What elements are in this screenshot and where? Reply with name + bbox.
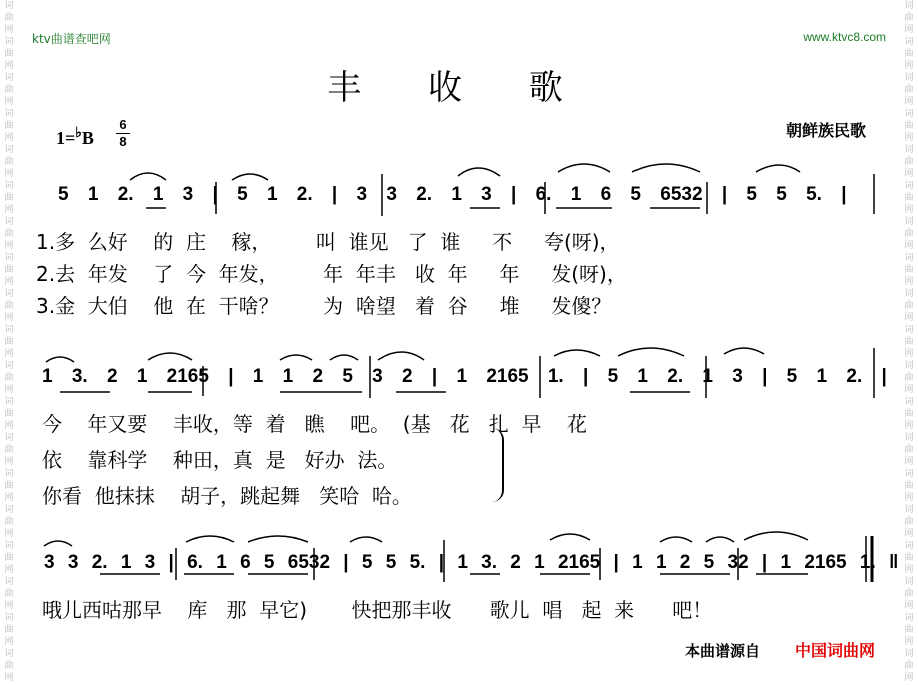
flat-sign: ♭ [75,126,82,141]
watermark-char: 词 [4,433,14,443]
watermark-char: 曲 [4,337,14,347]
watermark-char: 曲 [4,301,14,311]
watermark-char: 网 [904,493,914,503]
watermark-char: 词 [904,397,914,407]
watermark-char: 网 [4,421,14,431]
watermark-char: 网 [4,529,14,539]
watermark-char: 词 [4,181,14,191]
watermark-char: 词 [904,325,914,335]
watermark-char: 词 [904,613,914,623]
watermark-char: 曲 [904,445,914,455]
watermark-char: 曲 [4,625,14,635]
watermark-char: 曲 [904,13,914,23]
watermark-char: 曲 [4,157,14,167]
watermark-char: 网 [4,565,14,575]
watermark-char: 网 [904,277,914,287]
watermark-char: 词 [904,1,914,11]
watermark-char: 网 [4,97,14,107]
watermark-char: 词 [4,613,14,623]
watermark-char: 网 [4,169,14,179]
watermark-char: 词 [904,145,914,155]
site-name-left[interactable]: ktv曲谱查吧网 [32,32,111,46]
watermark-char: 词 [904,217,914,227]
watermark-char: 网 [4,493,14,503]
watermark-char: 词 [904,361,914,371]
meter-bottom: 8 [119,134,127,149]
watermark-char: 曲 [4,13,14,23]
lyric-row1-verse3: 3.金 大伯 他 在 干啥？ 为 啥望 着 谷 堆 发傻？ [36,294,612,318]
watermark-char: 网 [4,601,14,611]
watermark-char: 网 [4,61,14,71]
watermark-char: 曲 [904,337,914,347]
watermark-char: 网 [904,205,914,215]
watermark-char: 网 [904,169,914,179]
watermark-char: 网 [4,385,14,395]
watermark-char: 曲 [904,373,914,383]
lyric-row2-verse2: 依 靠科学 种田，真 是 好办 法。 [42,448,398,472]
key-note: B [81,128,94,148]
music-line-text: 1 3. 2 1 2165 | 1 1 2 5 3 2 | 1 2165 1. | 5 1 2. 1 3 | 5 1 2. | [42,366,887,387]
watermark-char: 词 [904,37,914,47]
watermark-char: 网 [4,241,14,251]
watermark-char: 网 [904,673,914,683]
watermark-char: 曲 [904,49,914,59]
watermark-char: 曲 [4,121,14,131]
lyric-row3: 哦儿西咕那早 库 那 早它) 快把那丰收 歌儿 唱 起 来 吧！ [42,598,713,622]
watermark-char: 网 [904,97,914,107]
footer-source-label: 本曲谱源自 [685,642,761,660]
watermark-char: 网 [4,25,14,35]
watermark-char: 曲 [4,589,14,599]
lyric-row2-verse1: 今 年又要 丰收，等 着 瞧 吧。 (基 花 扎 早 花 [42,412,587,436]
watermark-char: 曲 [904,301,914,311]
watermark-char: 曲 [4,265,14,275]
lyric-row1-verse1: 1.多 么好 的 庄 稼， 叫 谁见 了 谁 不 夸(呀)， [36,230,620,254]
watermark-char: 曲 [904,157,914,167]
watermark-char: 网 [904,25,914,35]
watermark-char: 词 [4,253,14,263]
watermark-char: 网 [4,673,14,683]
watermark-char: 曲 [904,265,914,275]
watermark-char: 网 [4,457,14,467]
watermark-char: 网 [4,313,14,323]
watermark-char: 词 [4,397,14,407]
watermark-char: 词 [4,1,14,11]
watermark-char: 曲 [904,553,914,563]
watermark-char: 曲 [4,553,14,563]
key-prefix: 1= [56,128,76,148]
watermark-char: 网 [904,601,914,611]
watermark-char: 网 [4,205,14,215]
watermark-char: 词 [904,541,914,551]
watermark-char: 词 [904,109,914,119]
watermark-char: 词 [904,289,914,299]
footer-site-link[interactable]: 中国词曲网 [795,641,876,660]
watermark-char: 网 [904,133,914,143]
watermark-char: 曲 [4,373,14,383]
watermark-char: 词 [4,109,14,119]
watermark-char: 网 [4,277,14,287]
watermark-char: 词 [4,649,14,659]
watermark-char: 网 [4,133,14,143]
watermark-char: 网 [904,313,914,323]
watermark-char: 曲 [4,85,14,95]
music-line-text: 5 1 2. 1 3 | 5 1 2. | 3 3 2. 1 3 | 6. 1 6 5 6532 | 5 5 5. | [58,184,847,205]
watermark-char: 网 [904,457,914,467]
watermark-char: 词 [904,433,914,443]
watermark-char: 词 [4,37,14,47]
watermark-char: 词 [904,577,914,587]
watermark-char: 曲 [4,481,14,491]
song-source: 朝鲜族民歌 [785,121,866,140]
watermark-char: 曲 [904,409,914,419]
watermark-char: 网 [904,61,914,71]
watermark-char: 曲 [4,517,14,527]
watermark-char: 曲 [904,193,914,203]
watermark-char: 曲 [904,589,914,599]
watermark-char: 网 [904,385,914,395]
watermark-char: 曲 [904,481,914,491]
watermark-char: 曲 [4,229,14,239]
lyric-row2-verse3: 你看 他抹抹 胡子，跳起舞 笑哈 哈。 [42,484,412,508]
watermark-char: 曲 [4,49,14,59]
watermark-char: 曲 [4,409,14,419]
watermark-char: 曲 [4,445,14,455]
lyric-row1-verse2: 2.去 年发 了 今 年发， 年 年丰 收 年 年 发(呀)， [36,262,627,286]
watermark-char: 词 [4,469,14,479]
watermark-char: 曲 [904,229,914,239]
watermark-char: 词 [4,361,14,371]
watermark-char: 词 [4,505,14,515]
watermark-char: 网 [904,349,914,359]
watermark-char: 词 [904,253,914,263]
watermark-char: 曲 [4,661,14,671]
watermark-char: 词 [4,73,14,83]
watermark-char: 词 [4,325,14,335]
watermark-char: 曲 [4,193,14,203]
watermark-char: 词 [904,469,914,479]
watermark-char: 词 [4,217,14,227]
watermark-char: 网 [904,241,914,251]
watermark-char: 曲 [904,661,914,671]
watermark-char: 词 [904,181,914,191]
site-url-right[interactable]: www.ktvc8.com [803,30,886,44]
watermark-char: 曲 [904,625,914,635]
watermark-char: 词 [4,289,14,299]
music-line-text: 3 3 2. 1 3 | 6. 1 6 5 6532 | 5 5 5. | 1 3. 2 1 2165 | 1 1 2 5 32 | 1 2165 1. ‖ [44,552,899,573]
meter-top: 6 [119,117,127,132]
watermark-char: 词 [4,541,14,551]
watermark-char: 网 [904,637,914,647]
watermark-char: 词 [4,145,14,155]
watermark-char: 词 [904,73,914,83]
watermark-char: 网 [904,529,914,539]
song-title: 丰 收 歌 [327,68,591,108]
watermark-char: 词 [904,649,914,659]
watermark-char: 曲 [904,121,914,131]
watermark-char: 网 [4,637,14,647]
watermark-char: 网 [904,421,914,431]
watermark-char: 词 [4,577,14,587]
watermark-char: 词 [904,505,914,515]
watermark-char: 曲 [904,517,914,527]
watermark-char: 网 [904,565,914,575]
watermark-char: 网 [4,349,14,359]
watermark-char: 曲 [904,85,914,95]
